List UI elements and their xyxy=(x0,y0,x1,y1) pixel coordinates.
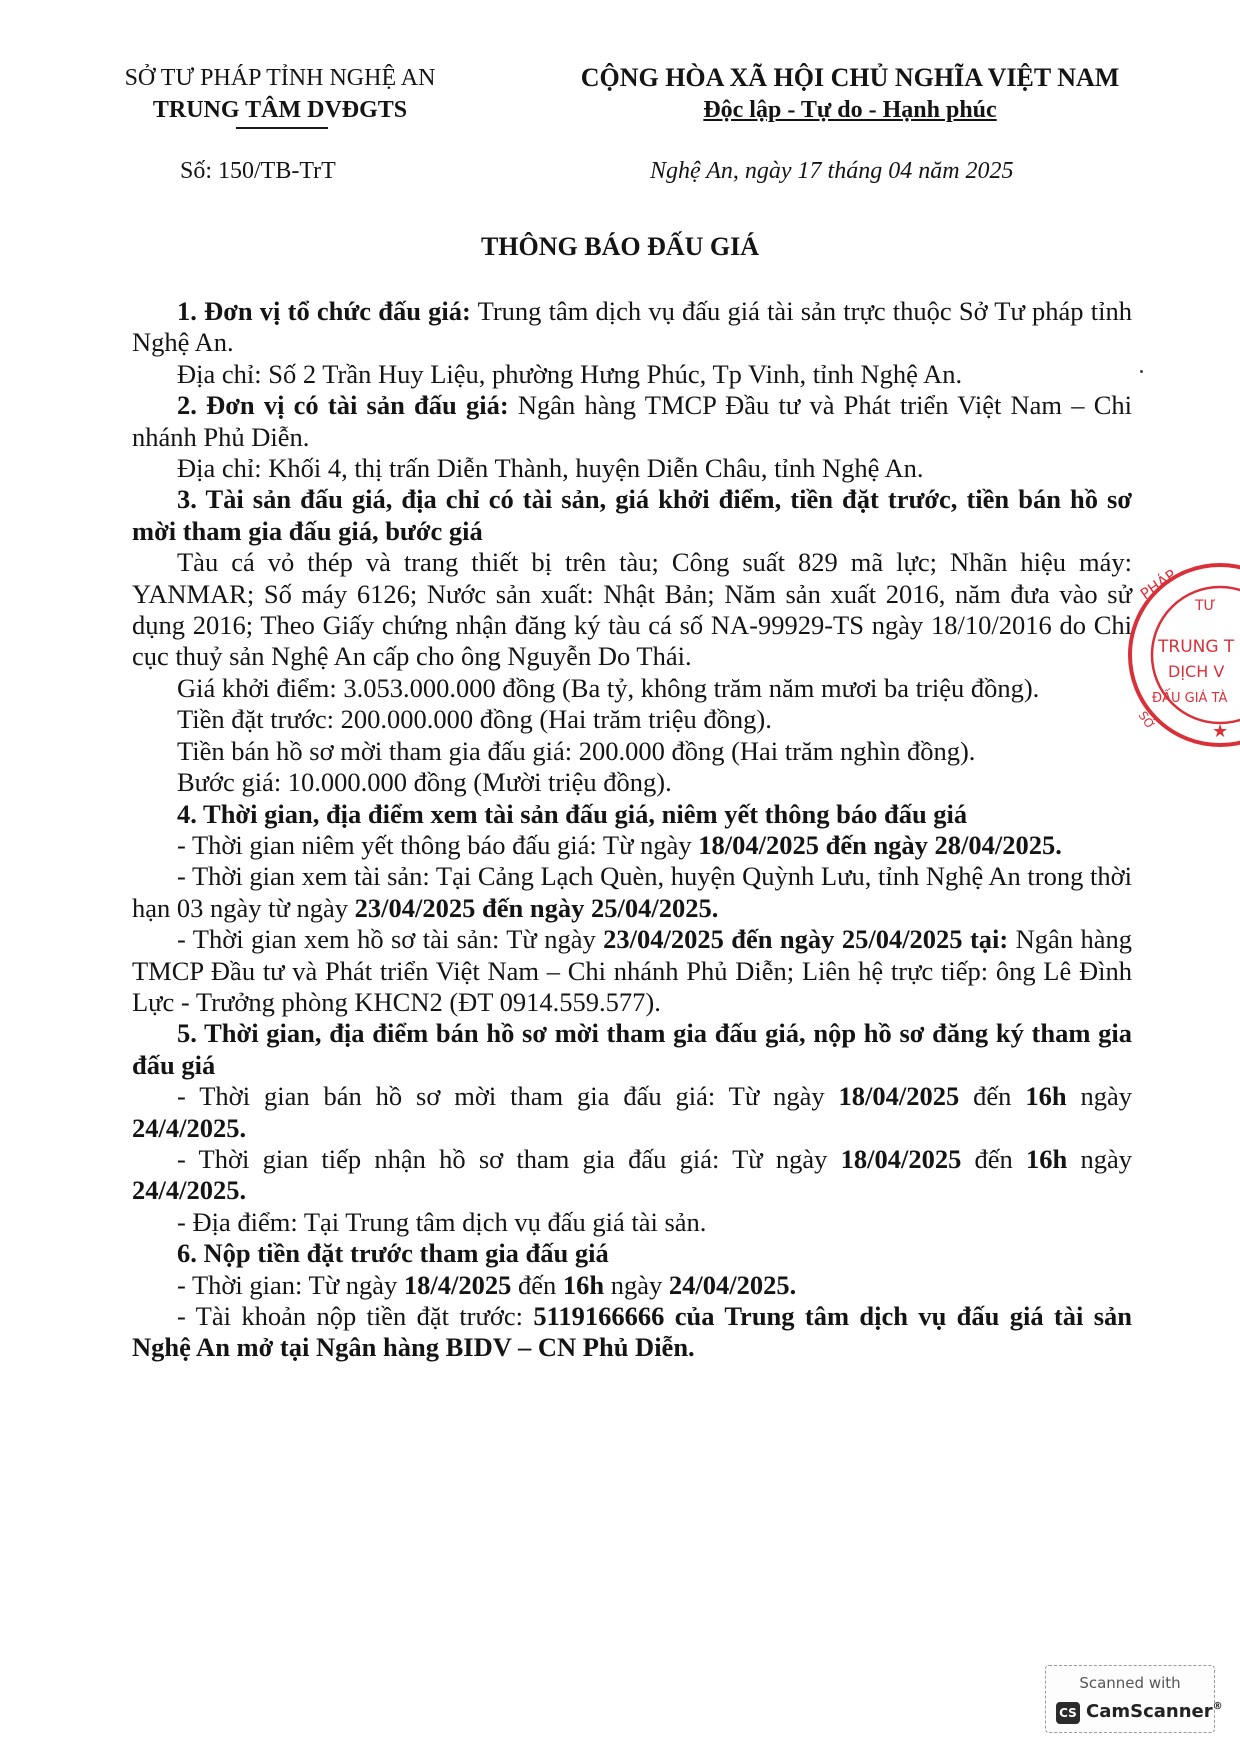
document-title: THÔNG BÁO ĐẤU GIÁ xyxy=(480,232,760,261)
section-6-a-end-date: 24/04/2025. xyxy=(668,1269,797,1300)
section-5-a-day: ngày xyxy=(1066,1081,1133,1112)
section-2-text: Ngân hàng TMCP Đầu tư và Phát triển Việt Nam – Chi nhánh Phủ Diễn. xyxy=(132,390,1133,452)
section-6-a-date: 18/4/2025 xyxy=(403,1269,512,1300)
section-3-dossier-fee: Tiền bán hồ sơ mời tham gia đấu giá: 200.000 đồng (Hai trăm nghìn đồng). xyxy=(177,735,976,766)
watermark-brand-name: CamScanner xyxy=(1086,1701,1213,1722)
camscanner-watermark xyxy=(1045,1665,1223,1733)
section-4-b-dates: 23/04/2025 đến ngày 25/04/2025. xyxy=(354,892,719,923)
official-seal xyxy=(1120,555,1240,755)
section-6-heading: 6. Nộp tiền đặt trước tham gia đấu giá xyxy=(177,1238,609,1269)
seal-top-text: PHÁP xyxy=(1136,565,1180,604)
seal-star-icon: ★ xyxy=(1212,721,1229,742)
section-4-a-text: - Thời gian niêm yết thông báo đấu giá: Từ ngày xyxy=(177,829,699,860)
section-5-b-date: 18/04/2025 xyxy=(840,1143,962,1174)
section-5-a-end-date: 24/4/2025. xyxy=(132,1112,247,1143)
national-header xyxy=(520,62,1180,126)
section-4-a-dates: 18/04/2025 đến ngày 28/04/2025. xyxy=(698,829,1062,860)
section-2 xyxy=(132,390,1132,453)
document-date: Nghệ An, ngày 17 tháng 04 năm 2025 xyxy=(650,158,1014,184)
section-1-label: 1. Đơn vị tổ chức đấu giá: xyxy=(177,296,471,326)
national-title: CỘNG HÒA XÃ HỘI CHỦ NGHĨA VIỆT NAM xyxy=(580,63,1120,92)
section-5-b-day: ngày xyxy=(1067,1143,1133,1174)
section-5-heading: 5. Thời gian, địa điểm bán hồ sơ mời tham gia đấu giá, nộp hồ sơ đăng ký tham gia đấu giá xyxy=(132,1018,1132,1080)
section-4-item-b xyxy=(132,861,1132,924)
section-5-b-hour: 16h xyxy=(1026,1143,1068,1174)
document-body xyxy=(132,296,1132,1364)
section-3-start-price: Giá khởi điểm: 3.053.000.000 đồng (Ba tỷ, không trăm năm mươi ba triệu đồng). xyxy=(177,672,1040,703)
seal-line-2: DỊCH V xyxy=(1168,662,1225,681)
section-4-c-dates: 23/04/2025 đến ngày 25/04/2025 tại: xyxy=(603,924,1009,955)
section-3-deposit: Tiền đặt trước: 200.000.000 đồng (Hai trăm triệu đồng). xyxy=(177,704,772,735)
section-4-item-a xyxy=(132,830,1132,861)
section-6-a-hour: 16h xyxy=(562,1269,605,1300)
document-number: Số: 150/TB-TrT xyxy=(180,158,336,184)
section-5-b-text: - Thời gian tiếp nhận hồ sơ tham gia đấu giá: Từ ngày xyxy=(177,1143,841,1174)
section-6-item-b xyxy=(132,1301,1132,1364)
camscanner-logo-icon: CS xyxy=(1056,1702,1080,1724)
section-1-address: Địa chỉ: Số 2 Trần Huy Liệu, phường Hưng Phúc, Tp Vinh, tỉnh Nghệ An. xyxy=(177,358,963,389)
seal-line-1: TRUNG T xyxy=(1158,637,1235,657)
section-4-heading: 4. Thời gian, địa điểm xem tài sản đấu giá, niêm yết thông báo đấu giá xyxy=(177,798,968,829)
section-1-text: Trung tâm dịch vụ đấu giá tài sản trực thuộc Sở Tư pháp tỉnh Nghệ An. xyxy=(132,296,1132,358)
parent-agency: SỞ TƯ PHÁP TỈNH NGHỆ AN xyxy=(124,65,436,91)
section-4-item-c xyxy=(132,924,1132,1018)
agency-underline xyxy=(236,127,328,129)
seal-line-3: ĐẤU GIÁ TÀ xyxy=(1152,691,1228,706)
section-5-item-a xyxy=(132,1081,1132,1144)
section-3-heading: 3. Tài sản đấu giá, địa chỉ có tài sản, giá khởi điểm, tiền đặt trước, tiền bán hồ sơ mời tham gia đấu giá, bước giá xyxy=(132,484,1132,546)
watermark-brand xyxy=(1086,1701,1223,1722)
section-2-address: Địa chỉ: Khối 4, thị trấn Diễn Thành, huyện Diễn Châu, tỉnh Nghệ An. xyxy=(177,453,924,484)
section-5-a-hour: 16h xyxy=(1025,1081,1067,1112)
section-6-a-day: ngày xyxy=(604,1269,669,1300)
section-6-a-to: đến xyxy=(511,1269,563,1300)
section-5-a-to: đến xyxy=(959,1081,1026,1112)
section-5-item-c: - Địa điểm: Tại Trung tâm dịch vụ đấu giá tài sản. xyxy=(177,1206,707,1237)
section-5-a-date: 18/04/2025 xyxy=(838,1081,960,1112)
national-motto: Độc lập - Tự do - Hạnh phúc xyxy=(703,97,997,123)
seal-side-text: TƯ xyxy=(1195,598,1216,614)
section-1 xyxy=(132,296,1132,359)
section-6-item-a xyxy=(132,1270,1132,1301)
scan-speck xyxy=(1140,370,1143,373)
section-3-bid-step: Bước giá: 10.000.000 đồng (Mười triệu đồng). xyxy=(177,767,672,798)
section-6-a-text: - Thời gian: Từ ngày xyxy=(177,1269,404,1300)
agency-name: TRUNG TÂM DVĐGTS xyxy=(152,97,408,123)
section-6-b-account: 5119166666 của Trung tâm dịch vụ đấu giá tài sản Nghệ An mở tại Ngân hàng BIDV – CN Phủ Diễn. xyxy=(132,1301,1132,1363)
issuing-agency xyxy=(60,62,500,126)
watermark-caption: Scanned with xyxy=(1079,1674,1181,1692)
section-4-c-text: - Thời gian xem hồ sơ tài sản: Từ ngày xyxy=(177,924,604,955)
seal-side-text-2: SỞ xyxy=(1135,708,1158,732)
section-2-label: 2. Đơn vị có tài sản đấu giá: xyxy=(177,390,509,421)
section-5-b-end-date: 24/4/2025. xyxy=(132,1175,247,1206)
section-4-b-text: - Thời gian xem tài sản: Tại Cảng Lạch Quèn, huyện Quỳnh Lưu, tỉnh Nghệ An trong thời hạn 03 ngày từ ngày xyxy=(132,861,1132,923)
section-6-b-text: - Tài khoản nộp tiền đặt trước: xyxy=(177,1301,534,1331)
section-5-b-to: đến xyxy=(961,1143,1027,1174)
section-3-asset: Tàu cá vỏ thép và trang thiết bị trên tàu; Công suất 829 mã lực; Nhãn hiệu máy: YANMAR; Số máy 6126; Nước sản xuất: Nhật Bản; Năm sản xuất 2016, năm đưa vào sử dụng 2016; Theo Giấy chứng nhận đăng ký tàu cá số NA-99929-TS ngày 18/10/2016 do Chi cục thuỷ sản Nghệ An cấp cho ông Nguyễn Do Thái. xyxy=(132,547,1132,672)
watermark-trademark: ® xyxy=(1212,1701,1223,1712)
section-5-item-b xyxy=(132,1144,1132,1207)
section-4-c-contact: Ngân hàng TMCP Đầu tư và Phát triển Việt Nam – Chi nhánh Phủ Diễn; Liên hệ trực tiếp: ông Lê Đình Lực - Trưởng phòng KHCN2 (ĐT 0914.559.577). xyxy=(132,924,1132,1017)
section-5-a-text: - Thời gian bán hồ sơ mời tham gia đấu giá: Từ ngày xyxy=(177,1081,839,1112)
